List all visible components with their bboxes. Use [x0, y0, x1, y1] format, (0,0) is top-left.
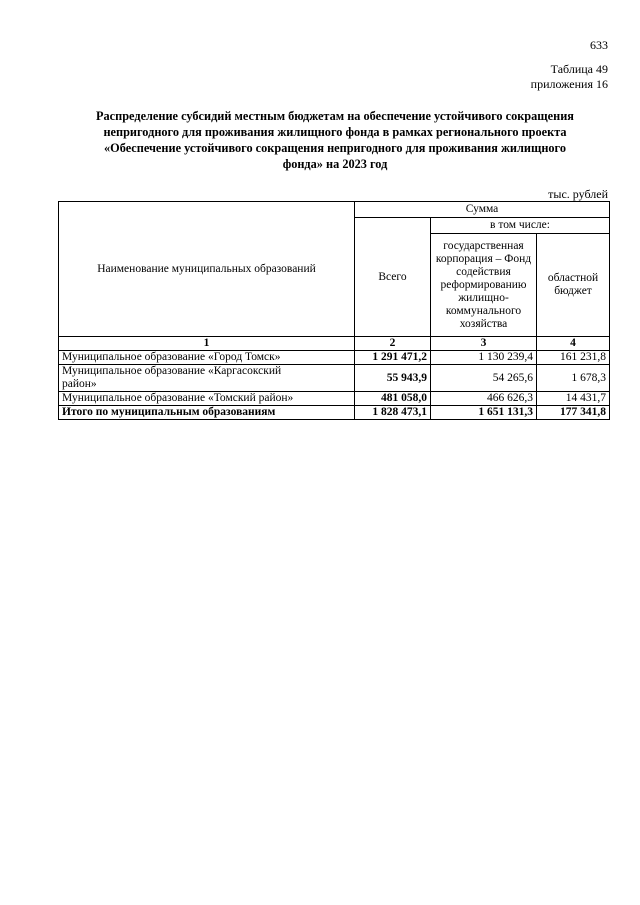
header-regional: областной бюджет [537, 234, 610, 337]
row-regional: 14 431,7 [537, 392, 610, 406]
units-label: тыс. рублей [548, 187, 608, 201]
row-total: 55 943,9 [355, 365, 431, 392]
row-total: 1 291 471,2 [355, 351, 431, 365]
title-line-3: «Обеспечение устойчивого сокращения непригодного для проживания жилищного [104, 141, 566, 155]
table-number: Таблица 49 [550, 62, 608, 76]
row-fund: 466 626,3 [431, 392, 537, 406]
column-numbers-row [59, 337, 610, 351]
title-line-2: непригодного для проживания жилищного фонда в рамках регионального проекта [103, 125, 567, 139]
subsidy-table [58, 201, 610, 420]
totals-row [59, 406, 610, 420]
page-number: 633 [590, 38, 608, 52]
header-including: в том числе: [431, 218, 610, 234]
row-fund: 1 130 239,4 [431, 351, 537, 365]
document-title [58, 108, 612, 172]
totals-regional: 177 341,8 [537, 406, 610, 420]
appendix-number: приложения 16 [530, 77, 608, 91]
row-regional: 1 678,3 [537, 365, 610, 392]
totals-fund: 1 651 131,3 [431, 406, 537, 420]
table-row [59, 392, 610, 406]
header-sum: Сумма [355, 202, 610, 218]
totals-name: Итого по муниципальным образованиям [59, 406, 355, 420]
table-row [59, 365, 610, 392]
header-row-1 [59, 202, 610, 218]
header-fund: государственная корпорация – Фонд содействия реформированию жилищно-коммунального хозяйства [431, 234, 537, 337]
header-total: Всего [355, 218, 431, 337]
table-row [59, 351, 610, 365]
table-reference [531, 62, 608, 92]
column-number: 2 [355, 337, 431, 351]
row-name: Муниципальное образование «Каргасокский район» [59, 365, 355, 392]
title-line-1: Распределение субсидий местным бюджетам на обеспечение устойчивого сокращения [96, 109, 574, 123]
row-total: 481 058,0 [355, 392, 431, 406]
row-fund: 54 265,6 [431, 365, 537, 392]
header-name: Наименование муниципальных образований [59, 202, 355, 337]
column-number: 1 [59, 337, 355, 351]
title-line-4: фонда» на 2023 год [282, 157, 388, 171]
row-name: Муниципальное образование «Томский район» [59, 392, 355, 406]
totals-total: 1 828 473,1 [355, 406, 431, 420]
row-regional: 161 231,8 [537, 351, 610, 365]
column-number: 4 [537, 337, 610, 351]
row-name: Муниципальное образование «Город Томск» [59, 351, 355, 365]
column-number: 3 [431, 337, 537, 351]
